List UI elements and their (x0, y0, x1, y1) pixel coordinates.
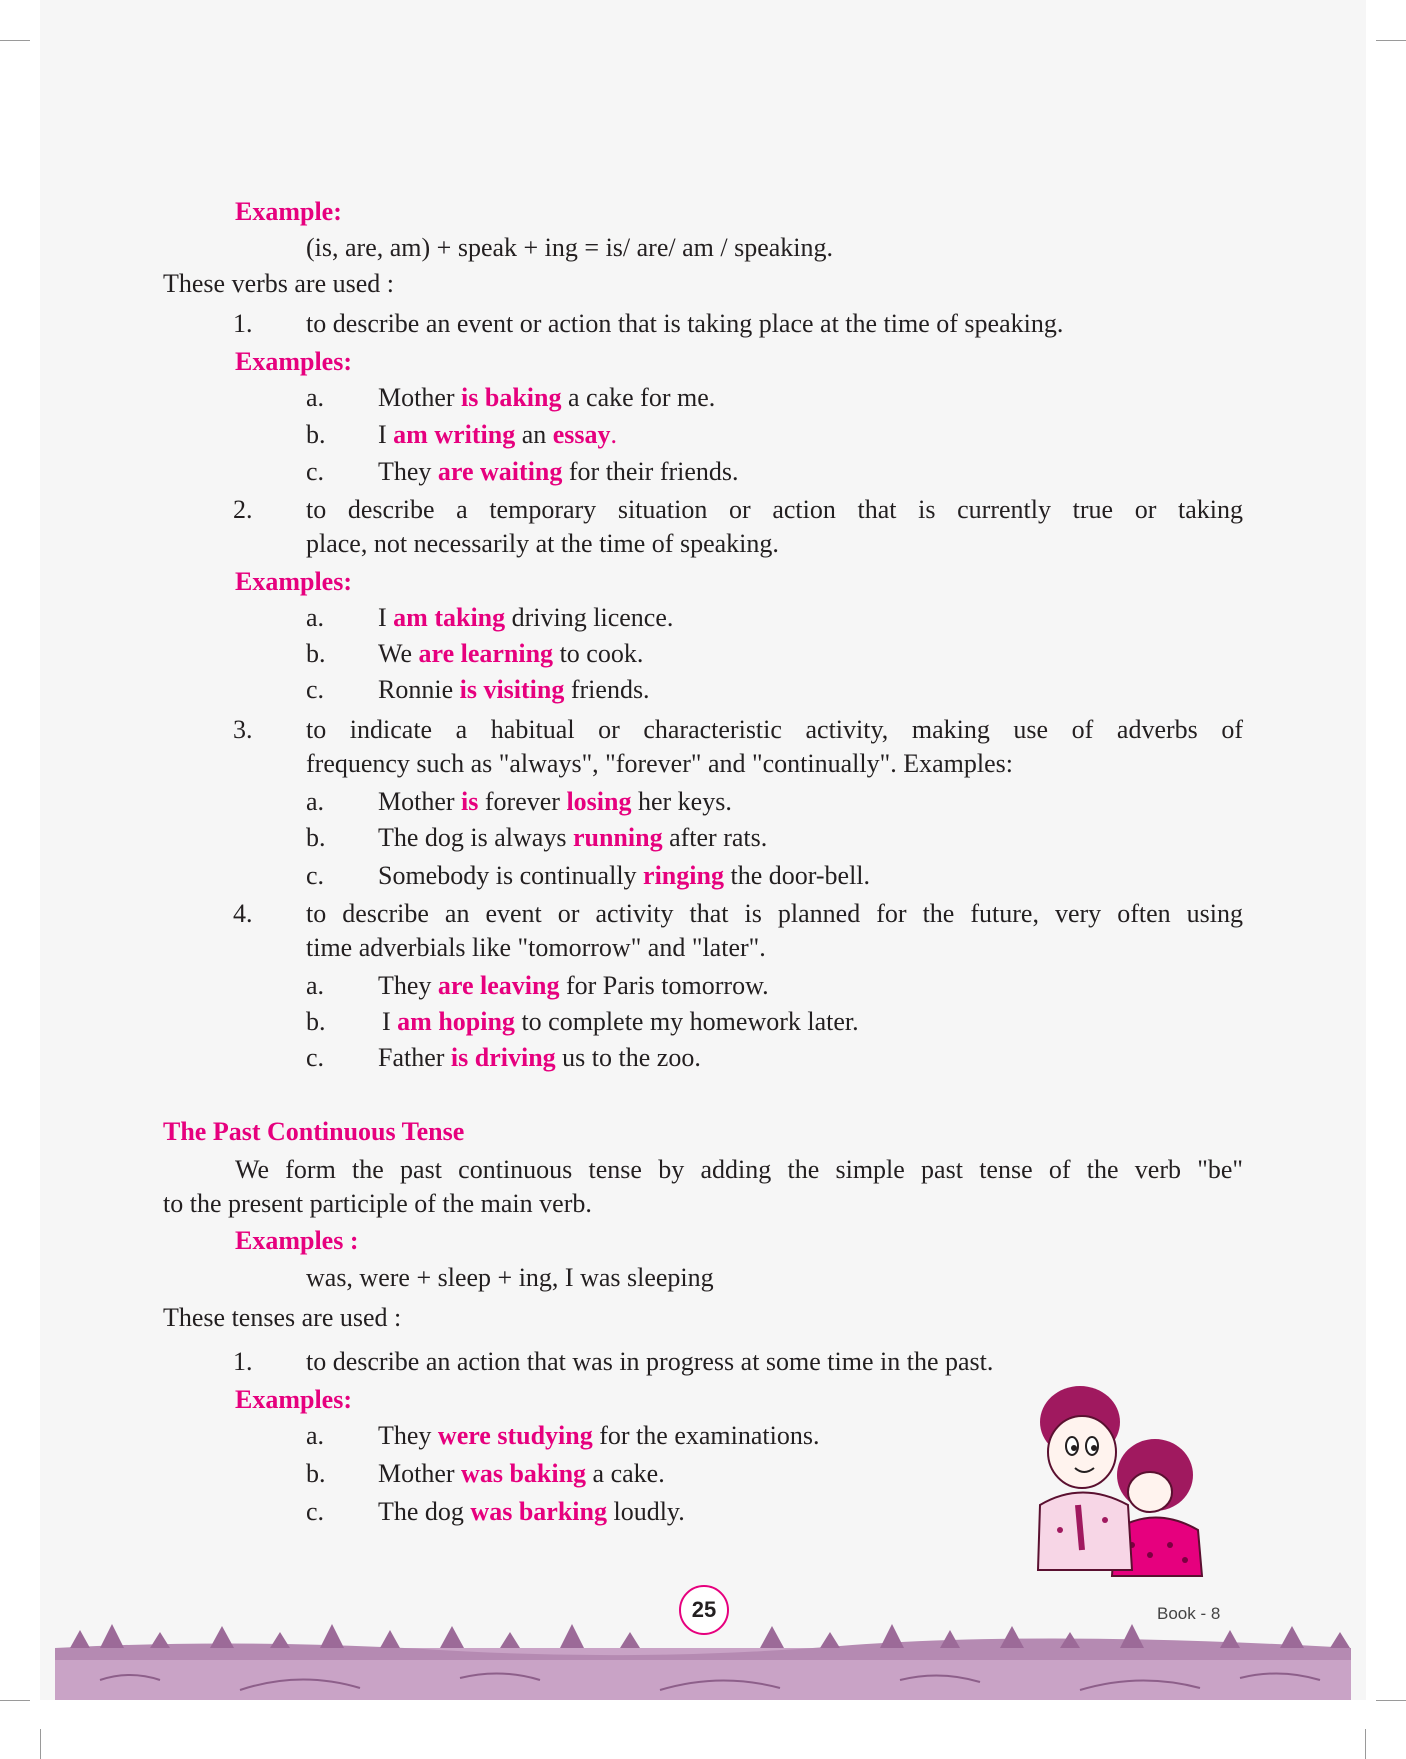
example-letter: c. (306, 861, 325, 890)
example-letter: c. (306, 457, 325, 486)
item-text: to indicate a habitual or characteristic activity, making use of adverbs of (306, 715, 1243, 744)
examples-label: Examples: (235, 1385, 352, 1414)
example-sentence: I am taking driving licence. (378, 603, 674, 632)
crop-mark (1376, 40, 1406, 41)
example-sentence: Father is driving us to the zoo. (378, 1043, 701, 1072)
example-letter: b. (306, 420, 326, 449)
item-number: 1. (233, 309, 253, 338)
crop-mark (1376, 1700, 1406, 1701)
example-sentence: The dog is always running after rats. (378, 823, 768, 852)
example-sentence: Mother was baking a cake. (378, 1459, 665, 1488)
example-sentence: Mother is forever losing her keys. (378, 787, 732, 816)
example-label: Example: (235, 197, 342, 226)
example-letter: a. (306, 603, 325, 632)
examples-label: Examples: (235, 347, 352, 376)
intro-text: These verbs are used : (163, 269, 395, 298)
example-letter: b. (306, 639, 326, 668)
paragraph-text: to the present participle of the main verb. (163, 1189, 592, 1218)
book-label: Book - 8 (1157, 1604, 1221, 1623)
item-number: 4. (233, 899, 253, 928)
example-sentence: We are learning to cook. (378, 639, 644, 668)
item-number: 2. (233, 495, 253, 524)
example-sentence: Ronnie is visiting friends. (378, 675, 650, 704)
examples-label: Examples: (235, 567, 352, 596)
crop-mark (40, 1729, 41, 1759)
example-letter: c. (306, 675, 325, 704)
example-letter: b. (306, 1459, 326, 1488)
item-text: to describe a temporary situation or action that is currently true or taking (306, 495, 1243, 524)
example-sentence: Mother is baking a cake for me. (378, 383, 716, 412)
example-letter: a. (306, 1421, 325, 1450)
paragraph-text: We form the past continuous tense by adding the simple past tense of the verb "be" (235, 1155, 1243, 1184)
crop-mark (0, 40, 30, 41)
example-sentence: Somebody is continually ringing the door-bell. (378, 861, 871, 890)
intro-text: These tenses are used : (163, 1303, 402, 1332)
formula-text: was, were + sleep + ing, I was sleeping (306, 1263, 714, 1292)
example-letter: a. (306, 787, 325, 816)
example-sentence: I am hoping to complete my homework later. (382, 1007, 859, 1036)
item-text: to describe an action that was in progress at some time in the past. (306, 1347, 994, 1376)
example-letter: c. (306, 1043, 325, 1072)
example-sentence: They are waiting for their friends. (378, 457, 739, 486)
example-letter: b. (306, 823, 326, 852)
example-letter: a. (306, 971, 325, 1000)
crop-mark (1365, 1729, 1366, 1759)
item-text: to describe an event or activity that is planned for the future, very often using (306, 899, 1243, 928)
formula-text: (is, are, am) + speak + ing = is/ are/ am / speaking. (306, 233, 834, 262)
example-sentence: They are leaving for Paris tomorrow. (378, 971, 769, 1000)
example-letter: a. (306, 383, 325, 412)
item-text: time adverbials like "tomorrow" and "later". (306, 933, 766, 962)
item-text: frequency such as "always", "forever" and "continually". Examples: (306, 749, 1013, 778)
examples-label: Examples : (235, 1226, 359, 1255)
example-sentence: The dog was barking loudly. (378, 1497, 685, 1526)
two-children-illustration-icon (1020, 1380, 1220, 1580)
section-title: The Past Continuous Tense (163, 1117, 465, 1146)
example-sentence: They were studying for the examinations. (378, 1421, 820, 1450)
crop-mark (0, 1700, 30, 1701)
item-number: 3. (233, 715, 253, 744)
example-letter: b. (306, 1007, 326, 1036)
item-text: place, not necessarily at the time of speaking. (306, 529, 779, 558)
example-sentence: I am writing an essay. (378, 420, 618, 449)
page-number: 25 (679, 1585, 729, 1635)
example-letter: c. (306, 1497, 325, 1526)
item-number: 1. (233, 1347, 253, 1376)
item-text: to describe an event or action that is taking place at the time of speaking. (306, 309, 1064, 338)
